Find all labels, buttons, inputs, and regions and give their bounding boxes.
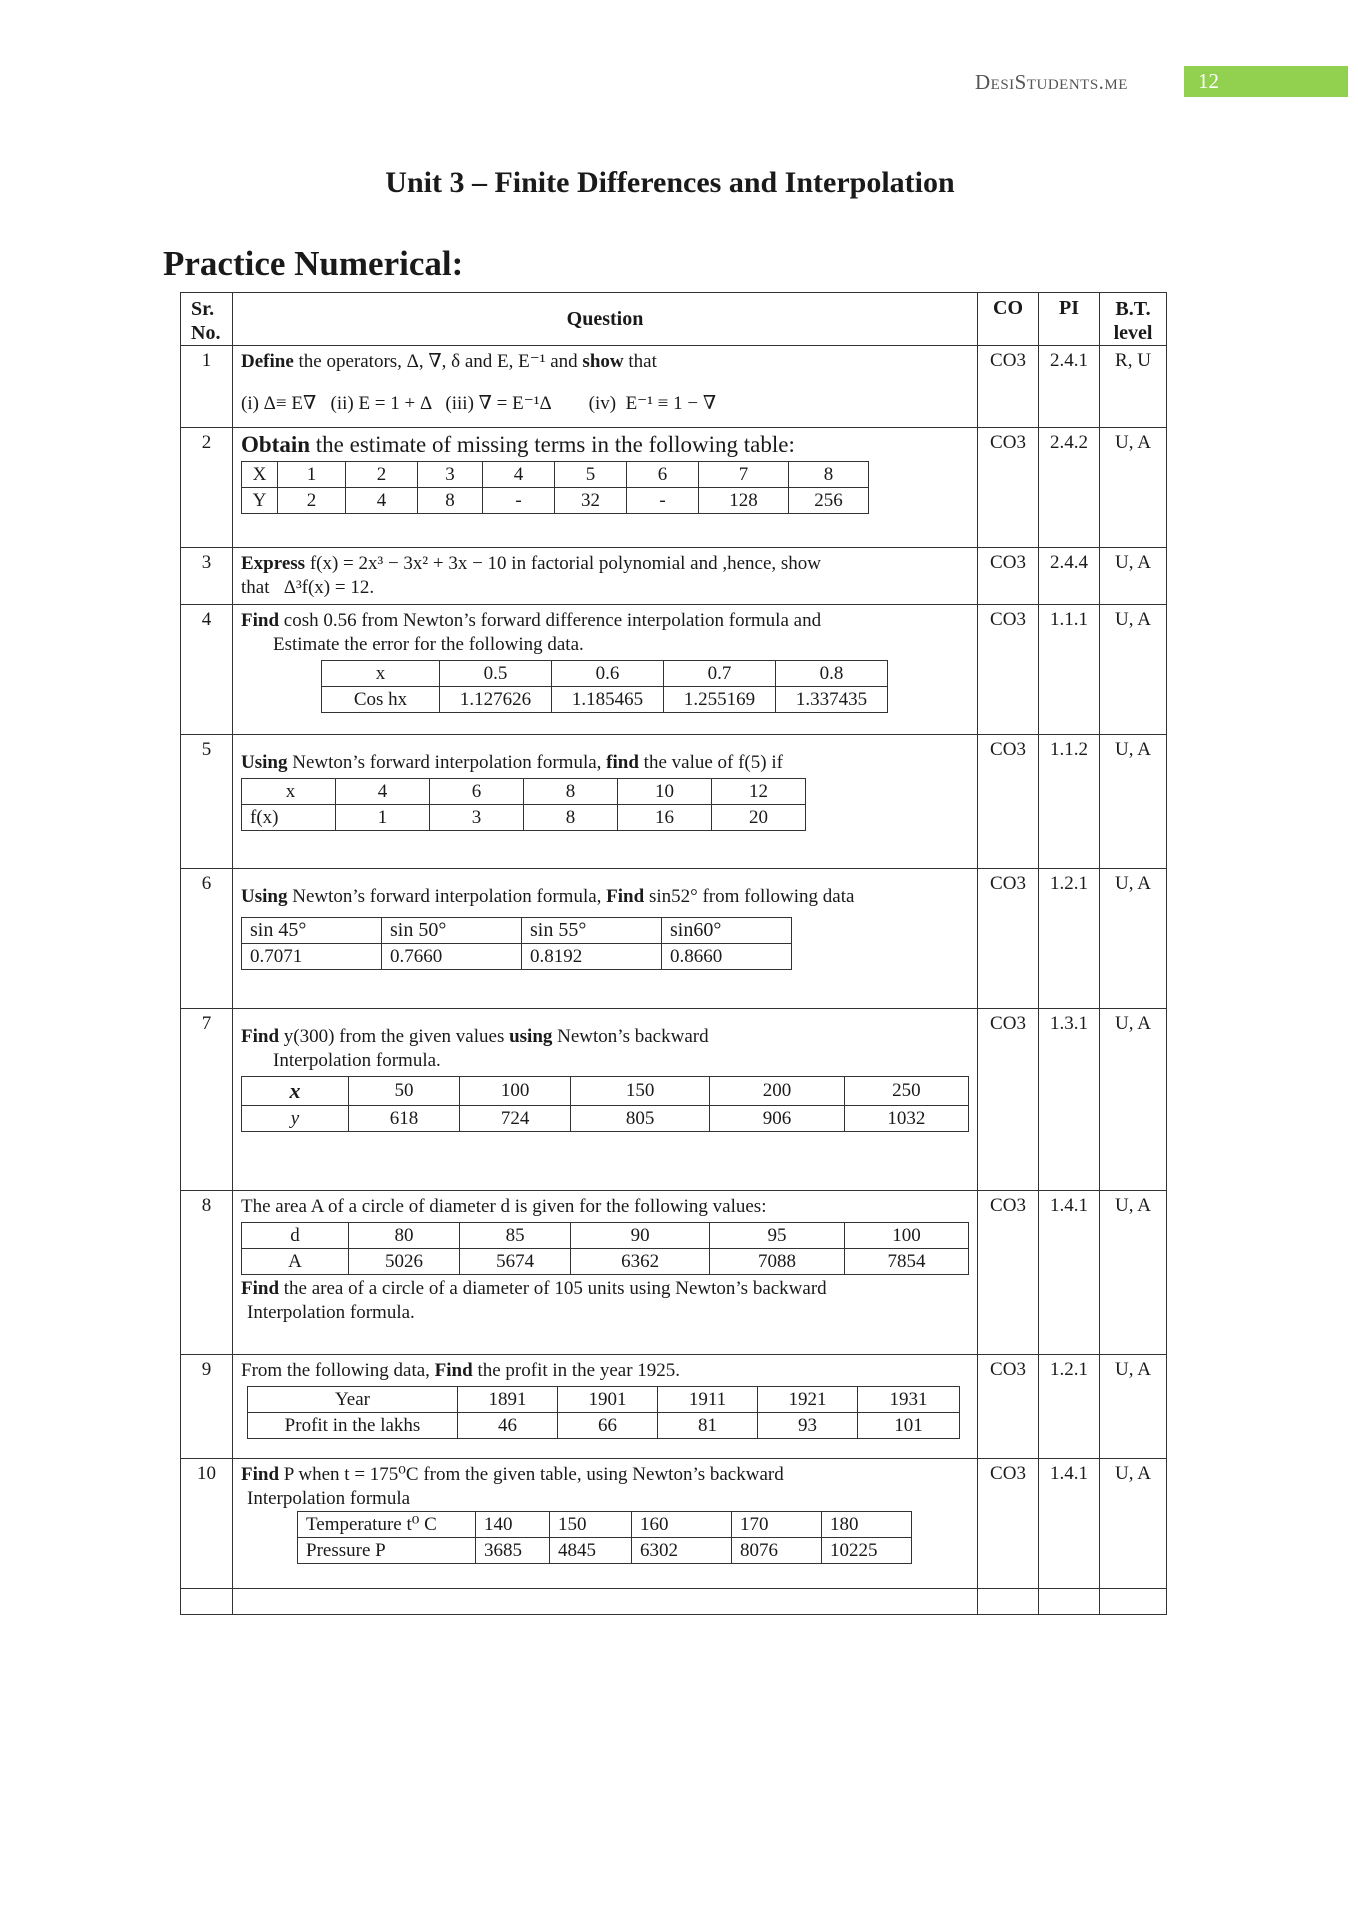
question-row: [181, 735, 1167, 869]
table-cell: 7: [699, 462, 789, 488]
question-cell: [233, 346, 978, 428]
table-cell: 0.7071: [242, 944, 382, 970]
table-cell: f(x): [242, 805, 336, 831]
question-cell: [233, 869, 978, 1009]
table-cell: X: [242, 462, 278, 488]
co-value: CO3: [978, 1191, 1039, 1355]
pi-value: 1.3.1: [1039, 1009, 1100, 1191]
table-cell: sin 45°: [242, 918, 382, 944]
sr-no: 8: [181, 1191, 233, 1355]
table-cell: 3685: [476, 1538, 550, 1564]
empty-cell: [978, 1589, 1039, 1615]
question-row: [181, 605, 1167, 735]
table-cell: 10225: [822, 1538, 912, 1564]
col-sr: Sr. No.: [181, 293, 233, 346]
table-cell: -: [483, 488, 555, 514]
data-table: [241, 1222, 969, 1275]
table-cell: Year: [248, 1387, 458, 1413]
table-cell: Y: [242, 488, 278, 514]
table-cell: 10: [618, 779, 712, 805]
site-name: DesiStudents.me: [975, 70, 1128, 94]
table-cell: 2: [346, 462, 418, 488]
question-subtext: Interpolation formula: [247, 1488, 411, 1509]
table-cell: 724: [460, 1106, 571, 1132]
question-text: From the following data, Find the profit in the year 1925.: [241, 1360, 681, 1381]
pi-value: 2.4.4: [1039, 548, 1100, 605]
table-cell: 150: [550, 1512, 632, 1538]
data-table: [241, 461, 869, 514]
question-row: [181, 548, 1167, 605]
bt-value: U, A: [1100, 1459, 1167, 1589]
data-table: [297, 1511, 912, 1564]
table-cell: 3: [418, 462, 483, 488]
table-cell: 7088: [710, 1249, 845, 1275]
section-title: Practice Numerical:: [163, 244, 464, 283]
table-cell: 250: [844, 1077, 968, 1106]
question-text: Express f(x) = 2x³ − 3x² + 3x − 10 in factorial polynomial and ,hence, show: [241, 553, 822, 574]
table-cell: 90: [571, 1223, 710, 1249]
table-cell: 81: [658, 1413, 758, 1439]
table-cell: 100: [844, 1223, 968, 1249]
table-cell: 0.8: [776, 661, 888, 687]
question-row: [181, 1191, 1167, 1355]
question-cell: [233, 735, 978, 869]
header-row: [181, 293, 1167, 346]
table-cell: A: [242, 1249, 349, 1275]
unit-title: Unit 3 – Finite Differences and Interpolation: [385, 166, 955, 199]
table-cell: 906: [710, 1106, 845, 1132]
table-cell: 618: [348, 1106, 459, 1132]
table-cell: 1911: [658, 1387, 758, 1413]
table-cell: sin 50°: [382, 918, 522, 944]
table-cell: 0.6: [552, 661, 664, 687]
question-cell: [233, 428, 978, 548]
table-cell: 200: [710, 1077, 845, 1106]
table-cell: 32: [555, 488, 627, 514]
co-value: CO3: [978, 428, 1039, 548]
sr-no: 9: [181, 1355, 233, 1459]
question-row: [181, 1355, 1167, 1459]
question-row: [181, 1459, 1167, 1589]
bt-value: U, A: [1100, 735, 1167, 869]
bt-value: U, A: [1100, 1191, 1167, 1355]
table-cell: Profit in the lakhs: [248, 1413, 458, 1439]
table-cell: 8076: [732, 1538, 822, 1564]
table-cell: 20: [712, 805, 806, 831]
data-table: [241, 917, 792, 970]
table-cell: -: [627, 488, 699, 514]
table-cell: 80: [348, 1223, 459, 1249]
table-cell: 170: [732, 1512, 822, 1538]
questions-table: [180, 292, 1167, 1615]
question-row: [181, 869, 1167, 1009]
table-cell: 1931: [858, 1387, 960, 1413]
question-text: Obtain the estimate of missing terms in the following table:: [241, 432, 795, 457]
table-cell: sin 55°: [522, 918, 662, 944]
table-cell: 6: [627, 462, 699, 488]
data-table: [241, 1076, 969, 1132]
question-cell: [233, 1191, 978, 1355]
col-question: Question: [233, 293, 978, 346]
bt-value: U, A: [1100, 548, 1167, 605]
sr-no: 6: [181, 869, 233, 1009]
question-row: [181, 428, 1167, 548]
co-value: CO3: [978, 1459, 1039, 1589]
question-row: [181, 1009, 1167, 1191]
table-cell: 2: [278, 488, 346, 514]
question-text: Using Newton’s forward interpolation formula, find the value of f(5) if: [241, 752, 783, 773]
table-cell: sin60°: [662, 918, 792, 944]
table-cell: 85: [460, 1223, 571, 1249]
table-cell: 5674: [460, 1249, 571, 1275]
pi-value: 1.2.1: [1039, 869, 1100, 1009]
data-table: [241, 778, 806, 831]
table-cell: 180: [822, 1512, 912, 1538]
table-cell: 100: [460, 1077, 571, 1106]
pi-value: 2.4.2: [1039, 428, 1100, 548]
question-cell: [233, 605, 978, 735]
table-cell: 93: [758, 1413, 858, 1439]
sr-no: 3: [181, 548, 233, 605]
bt-value: U, A: [1100, 605, 1167, 735]
table-cell: 5026: [348, 1249, 459, 1275]
pi-value: 1.1.2: [1039, 735, 1100, 869]
empty-cell: [1100, 1589, 1167, 1615]
table-cell: Cos hx: [322, 687, 440, 713]
table-cell: 8: [524, 779, 618, 805]
table-cell: 46: [458, 1413, 558, 1439]
table-cell: 0.7660: [382, 944, 522, 970]
sr-no: 2: [181, 428, 233, 548]
table-cell: Pressure P: [298, 1538, 476, 1564]
co-value: CO3: [978, 1009, 1039, 1191]
table-cell: 1891: [458, 1387, 558, 1413]
bt-value: U, A: [1100, 428, 1167, 548]
empty-cell: [233, 1589, 978, 1615]
table-cell: x: [322, 661, 440, 687]
bt-value: U, A: [1100, 1355, 1167, 1459]
data-table: [321, 660, 888, 713]
question-cell: [233, 1459, 978, 1589]
table-cell: 160: [632, 1512, 732, 1538]
table-cell: 1.185465: [552, 687, 664, 713]
question-subtext: Estimate the error for the following data.: [273, 634, 584, 655]
question-subtext: (i) Δ≡ E∇ (ii) E = 1 + Δ (iii) ∇ = E⁻¹Δ (iv) E⁻¹ ≡ 1 − ∇: [241, 393, 717, 414]
question-text: Define the operators, Δ, ∇, δ and E, E⁻¹ and show that: [241, 351, 657, 372]
table-cell: x: [242, 1077, 349, 1106]
table-cell: 95: [710, 1223, 845, 1249]
pi-value: 1.2.1: [1039, 1355, 1100, 1459]
question-text: The area A of a circle of diameter d is given for the following values:: [241, 1196, 767, 1217]
table-cell: 1: [336, 805, 430, 831]
table-cell: 8: [418, 488, 483, 514]
table-cell: 1.337435: [776, 687, 888, 713]
sr-no: 5: [181, 735, 233, 869]
table-cell: 5: [555, 462, 627, 488]
table-cell: 0.8192: [522, 944, 662, 970]
table-cell: 101: [858, 1413, 960, 1439]
table-cell: 6302: [632, 1538, 732, 1564]
table-cell: 4: [483, 462, 555, 488]
table-cell: 0.8660: [662, 944, 792, 970]
table-cell: x: [242, 779, 336, 805]
question-cell: [233, 548, 978, 605]
table-cell: 6: [430, 779, 524, 805]
bt-value: U, A: [1100, 869, 1167, 1009]
table-cell: y: [242, 1106, 349, 1132]
table-cell: 256: [789, 488, 869, 514]
question-subtext: Interpolation formula.: [273, 1050, 441, 1071]
bt-value: U, A: [1100, 1009, 1167, 1191]
pi-value: 1.4.1: [1039, 1459, 1100, 1589]
table-cell: 0.7: [664, 661, 776, 687]
table-cell: 8: [789, 462, 869, 488]
table-cell: 6362: [571, 1249, 710, 1275]
col-bt: B.T. level: [1100, 293, 1167, 346]
co-value: CO3: [978, 346, 1039, 428]
table-cell: 66: [558, 1413, 658, 1439]
co-value: CO3: [978, 548, 1039, 605]
questions-table-wrap: [180, 292, 1166, 1615]
table-cell: 150: [571, 1077, 710, 1106]
question-text: Find y(300) from the given values using Newton’s backward: [241, 1026, 709, 1047]
pi-value: 2.4.1: [1039, 346, 1100, 428]
co-value: CO3: [978, 1355, 1039, 1459]
table-cell: 16: [618, 805, 712, 831]
question-text: Find the area of a circle of a diameter of 105 units using Newton’s backward: [241, 1278, 827, 1299]
table-cell: 1921: [758, 1387, 858, 1413]
table-cell: 128: [699, 488, 789, 514]
table-cell: 140: [476, 1512, 550, 1538]
pi-value: 1.1.1: [1039, 605, 1100, 735]
co-value: CO3: [978, 869, 1039, 1009]
table-cell: 8: [524, 805, 618, 831]
data-table: [247, 1386, 960, 1439]
question-row: [181, 346, 1167, 428]
table-cell: 805: [571, 1106, 710, 1132]
table-cell: 1901: [558, 1387, 658, 1413]
table-cell: 1.127626: [440, 687, 552, 713]
sr-no: 7: [181, 1009, 233, 1191]
table-cell: 12: [712, 779, 806, 805]
question-cell: [233, 1009, 978, 1191]
sr-no: 1: [181, 346, 233, 428]
table-cell: 50: [348, 1077, 459, 1106]
question-text: Using Newton’s forward interpolation formula, Find sin52° from following data: [241, 886, 855, 907]
col-co: CO: [978, 293, 1039, 346]
sr-no: 10: [181, 1459, 233, 1589]
table-cell: 3: [430, 805, 524, 831]
empty-cell: [1039, 1589, 1100, 1615]
page-number: 12: [1184, 66, 1348, 97]
co-value: CO3: [978, 735, 1039, 869]
table-cell: d: [242, 1223, 349, 1249]
table-cell: 0.5: [440, 661, 552, 687]
co-value: CO3: [978, 605, 1039, 735]
table-cell: 1032: [844, 1106, 968, 1132]
table-cell: 4: [336, 779, 430, 805]
question-text: Find P when t = 175⁰C from the given table, using Newton’s backward: [241, 1464, 784, 1485]
table-cell: 4845: [550, 1538, 632, 1564]
question-text: Find cosh 0.56 from Newton’s forward difference interpolation formula and: [241, 610, 822, 631]
pi-value: 1.4.1: [1039, 1191, 1100, 1355]
table-cell: 7854: [844, 1249, 968, 1275]
table-cell: 1: [278, 462, 346, 488]
sr-no: 4: [181, 605, 233, 735]
question-subtext: that Δ³f(x) = 12.: [241, 577, 375, 598]
empty-row: [181, 1589, 1167, 1615]
table-cell: 1.255169: [664, 687, 776, 713]
empty-cell: [181, 1589, 233, 1615]
table-cell: Temperature t⁰ C: [298, 1512, 476, 1538]
table-cell: 4: [346, 488, 418, 514]
bt-value: R, U: [1100, 346, 1167, 428]
question-subtext: Interpolation formula.: [247, 1302, 415, 1323]
question-cell: [233, 1355, 978, 1459]
col-pi: PI: [1039, 293, 1100, 346]
